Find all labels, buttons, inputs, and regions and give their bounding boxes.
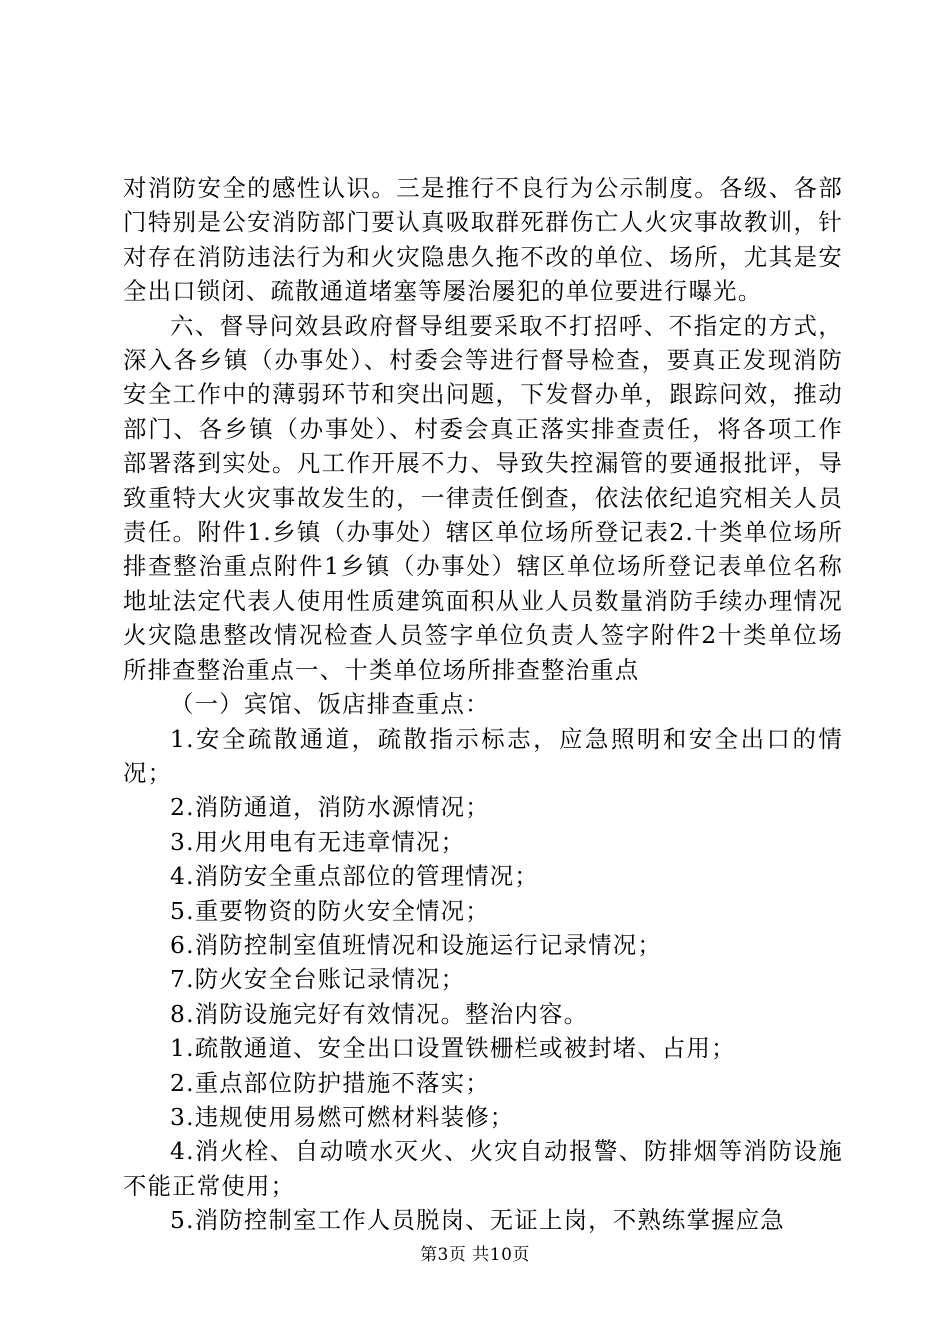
paragraph-14: 3.违规使用易燃可燃材料装修； [170, 1102, 515, 1131]
paragraph-16: 5.消防控制室工作人员脱岗、无证上岗，不熟练掌握应急 [170, 1206, 785, 1235]
paragraph-15: 4.消火栓、自动喷水灭火、火灾自动报警、防排烟等消防设施不能正常使用； [123, 1137, 843, 1200]
paragraph-4: 1.安全疏散通道，疏散指示标志，应急照明和安全出口的情况； [123, 724, 843, 787]
paragraph-7: 4.消防安全重点部位的管理情况； [170, 862, 539, 891]
document-body [123, 171, 843, 1238]
paragraph-2: 六、督导问效县政府督导组要采取不打招呼、不指定的方式，深入各乡镇（办事处）、村委会等进行督导检查，要真正发现消防安全工作中的薄弱环节和突出问题，下发督办单，跟踪问效，推动部门、各乡镇（办事处）、村委会真正落实排查责任，将各项工作部署落到实处。凡工作开展不力、导致失控漏管的要通报批评，导致重特大火灾事故发生的，一律责任倒查，依法依纪追究相关人员责任。附件1.乡镇（办事处）辖区单位场所登记表2.十类单位场所排查整治重点附件1乡镇（办事处）辖区单位场所登记表单位名称地址法定代表人使用性质建筑面积从业人员数量消防手续办理情况火灾隐患整改情况检查人员签字单位负责人签字附件2十类单位场所排查整治重点一、十类单位场所排查整治重点 [123, 311, 843, 684]
paragraph-9: 6.消防控制室值班情况和设施运行记录情况； [170, 930, 662, 959]
paragraph-13: 2.重点部位防护措施不落实； [170, 1068, 490, 1097]
page-number-footer: 第3页 共10页 [420, 1245, 530, 1265]
paragraph-8: 5.重要物资的防火安全情况； [170, 896, 490, 925]
paragraph-6: 3.用火用电有无违章情况； [170, 827, 466, 856]
paragraph-12: 1.疏散通道、安全出口设置铁栅栏或被封堵、占用； [170, 1034, 736, 1063]
paragraph-1: 对消防安全的感性认识。三是推行不良行为公示制度。各级、各部门特别是公安消防部门要认真吸取群死群伤亡人火灾事故教训，针对存在消防违法行为和火灾隐患久拖不改的单位、场所，尤其是安全出口锁闭、疏散通道堵塞等屡治屡犯的单位要进行曝光。 [123, 174, 843, 306]
paragraph-10: 7.防火安全台账记录情况； [170, 965, 466, 994]
paragraph-5: 2.消防通道，消防水源情况； [170, 793, 490, 822]
paragraph-3: （一）宾馆、饭店排查重点： [170, 690, 490, 719]
paragraph-11: 8.消防设施完好有效情况。整治内容。 [170, 999, 589, 1028]
